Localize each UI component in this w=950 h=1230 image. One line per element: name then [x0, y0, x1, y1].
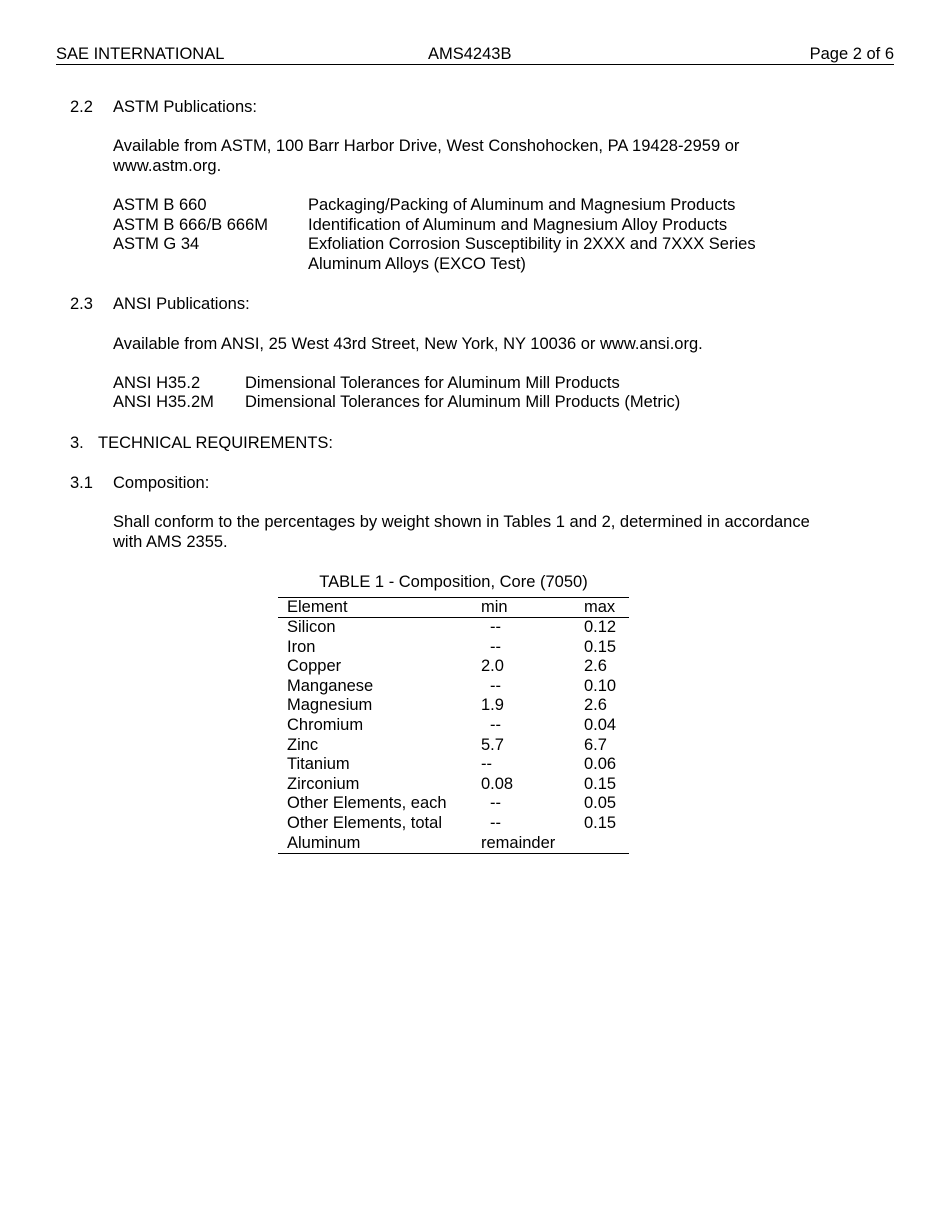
cell-min: 5.7: [481, 735, 504, 754]
column-header-min: min: [472, 598, 575, 618]
cell-element: Zinc: [287, 735, 319, 754]
table-row: [278, 794, 629, 814]
table-row: [278, 755, 629, 775]
cell-min: 0.08: [481, 774, 514, 793]
table-header-row: [278, 598, 629, 618]
reference-title-continued: Aluminum Alloys (EXCO Test): [308, 255, 526, 273]
reference-title: Packaging/Packing of Aluminum and Magnesium Products: [308, 196, 736, 214]
section-2-3-number: 2.3: [70, 295, 93, 313]
cell-element: Silicon: [287, 618, 336, 636]
cell-max: 6.7: [584, 735, 607, 754]
reference-code: ASTM B 660: [113, 196, 207, 214]
cell-max: 2.6: [584, 696, 607, 715]
cell-min: --: [490, 794, 501, 813]
cell-max: 0.12: [584, 618, 617, 636]
cell-element: Chromium: [287, 715, 364, 734]
column-header-element: Element: [278, 598, 472, 618]
reference-title: Exfoliation Corrosion Susceptibility in 2XXX and 7XXX Series: [308, 235, 756, 253]
section-2-2-heading: ASTM Publications:: [113, 98, 257, 116]
header-page-number: Page 2 of 6: [809, 45, 894, 63]
section-2-2-number: 2.2: [70, 98, 93, 116]
reference-title: Identification of Aluminum and Magnesium Alloy Products: [308, 216, 728, 234]
cell-max: 2.6: [584, 657, 607, 676]
table-row: [278, 716, 629, 736]
astm-availability-line2: www.astm.org.: [113, 157, 222, 175]
cell-element: Titanium: [287, 755, 350, 774]
ansi-availability: Available from ANSI, 25 West 43rd Street, New York, NY 10036 or www.ansi.org.: [113, 335, 703, 353]
reference-title: Dimensional Tolerances for Aluminum Mill Products (Metric): [245, 393, 681, 411]
section-3-number: 3.: [70, 434, 84, 452]
section-3-1-heading: Composition:: [113, 474, 210, 492]
cell-max: 0.15: [584, 813, 617, 832]
reference-code: ANSI H35.2: [113, 374, 201, 392]
section-2-3-heading: ANSI Publications:: [113, 295, 250, 313]
composition-text-line2: with AMS 2355.: [113, 533, 228, 551]
cell-max: 0.04: [584, 715, 617, 734]
reference-code: ANSI H35.2M: [113, 393, 214, 411]
cell-min: --: [490, 676, 501, 695]
cell-min: remainder: [481, 833, 556, 852]
page-header: [56, 44, 894, 65]
reference-code: ASTM B 666/B 666M: [113, 216, 268, 234]
table-row: [278, 638, 629, 658]
reference-code: ASTM G 34: [113, 235, 200, 253]
cell-element: Iron: [287, 637, 316, 656]
section-3-1-number: 3.1: [70, 474, 93, 492]
cell-element: Other Elements, total: [287, 813, 442, 832]
cell-element: Other Elements, each: [287, 794, 447, 813]
cell-min: 2.0: [481, 657, 504, 676]
table-row: [278, 814, 629, 834]
header-org: SAE INTERNATIONAL: [56, 45, 225, 63]
cell-element: Aluminum: [287, 833, 361, 852]
cell-max: 0.15: [584, 774, 617, 793]
cell-min: 1.9: [481, 696, 504, 715]
cell-max: 0.05: [584, 794, 617, 813]
composition-text-line1: Shall conform to the percentages by weight shown in Tables 1 and 2, determined in accordance: [113, 513, 810, 531]
table-row: [278, 736, 629, 756]
cell-element: Magnesium: [287, 696, 373, 715]
header-doc-number: AMS4243B: [428, 45, 512, 63]
cell-min: --: [490, 715, 501, 734]
table-row: [278, 696, 629, 716]
cell-min: --: [490, 813, 501, 832]
table-row: [278, 657, 629, 677]
cell-min: --: [481, 755, 492, 774]
astm-availability-line1: Available from ASTM, 100 Barr Harbor Drive, West Conshohocken, PA 19428-2959 or: [113, 137, 740, 155]
table-row: [278, 618, 629, 638]
cell-max: 0.10: [584, 676, 617, 695]
cell-max: 0.15: [584, 637, 617, 656]
table-row: [278, 677, 629, 697]
cell-min: --: [490, 637, 501, 656]
composition-table: [278, 597, 629, 854]
table-row: [278, 775, 629, 795]
cell-max: 0.06: [584, 755, 617, 774]
table-caption: TABLE 1 - Composition, Core (7050): [319, 573, 588, 591]
cell-min: --: [490, 618, 501, 636]
cell-max: [575, 834, 629, 854]
table-row: [278, 834, 629, 854]
reference-title: Dimensional Tolerances for Aluminum Mill Products: [245, 374, 620, 392]
cell-element: Copper: [287, 657, 342, 676]
cell-element: Zirconium: [287, 774, 360, 793]
section-3-heading: TECHNICAL REQUIREMENTS:: [98, 434, 333, 452]
column-header-max: max: [575, 598, 629, 618]
cell-element: Manganese: [287, 676, 374, 695]
